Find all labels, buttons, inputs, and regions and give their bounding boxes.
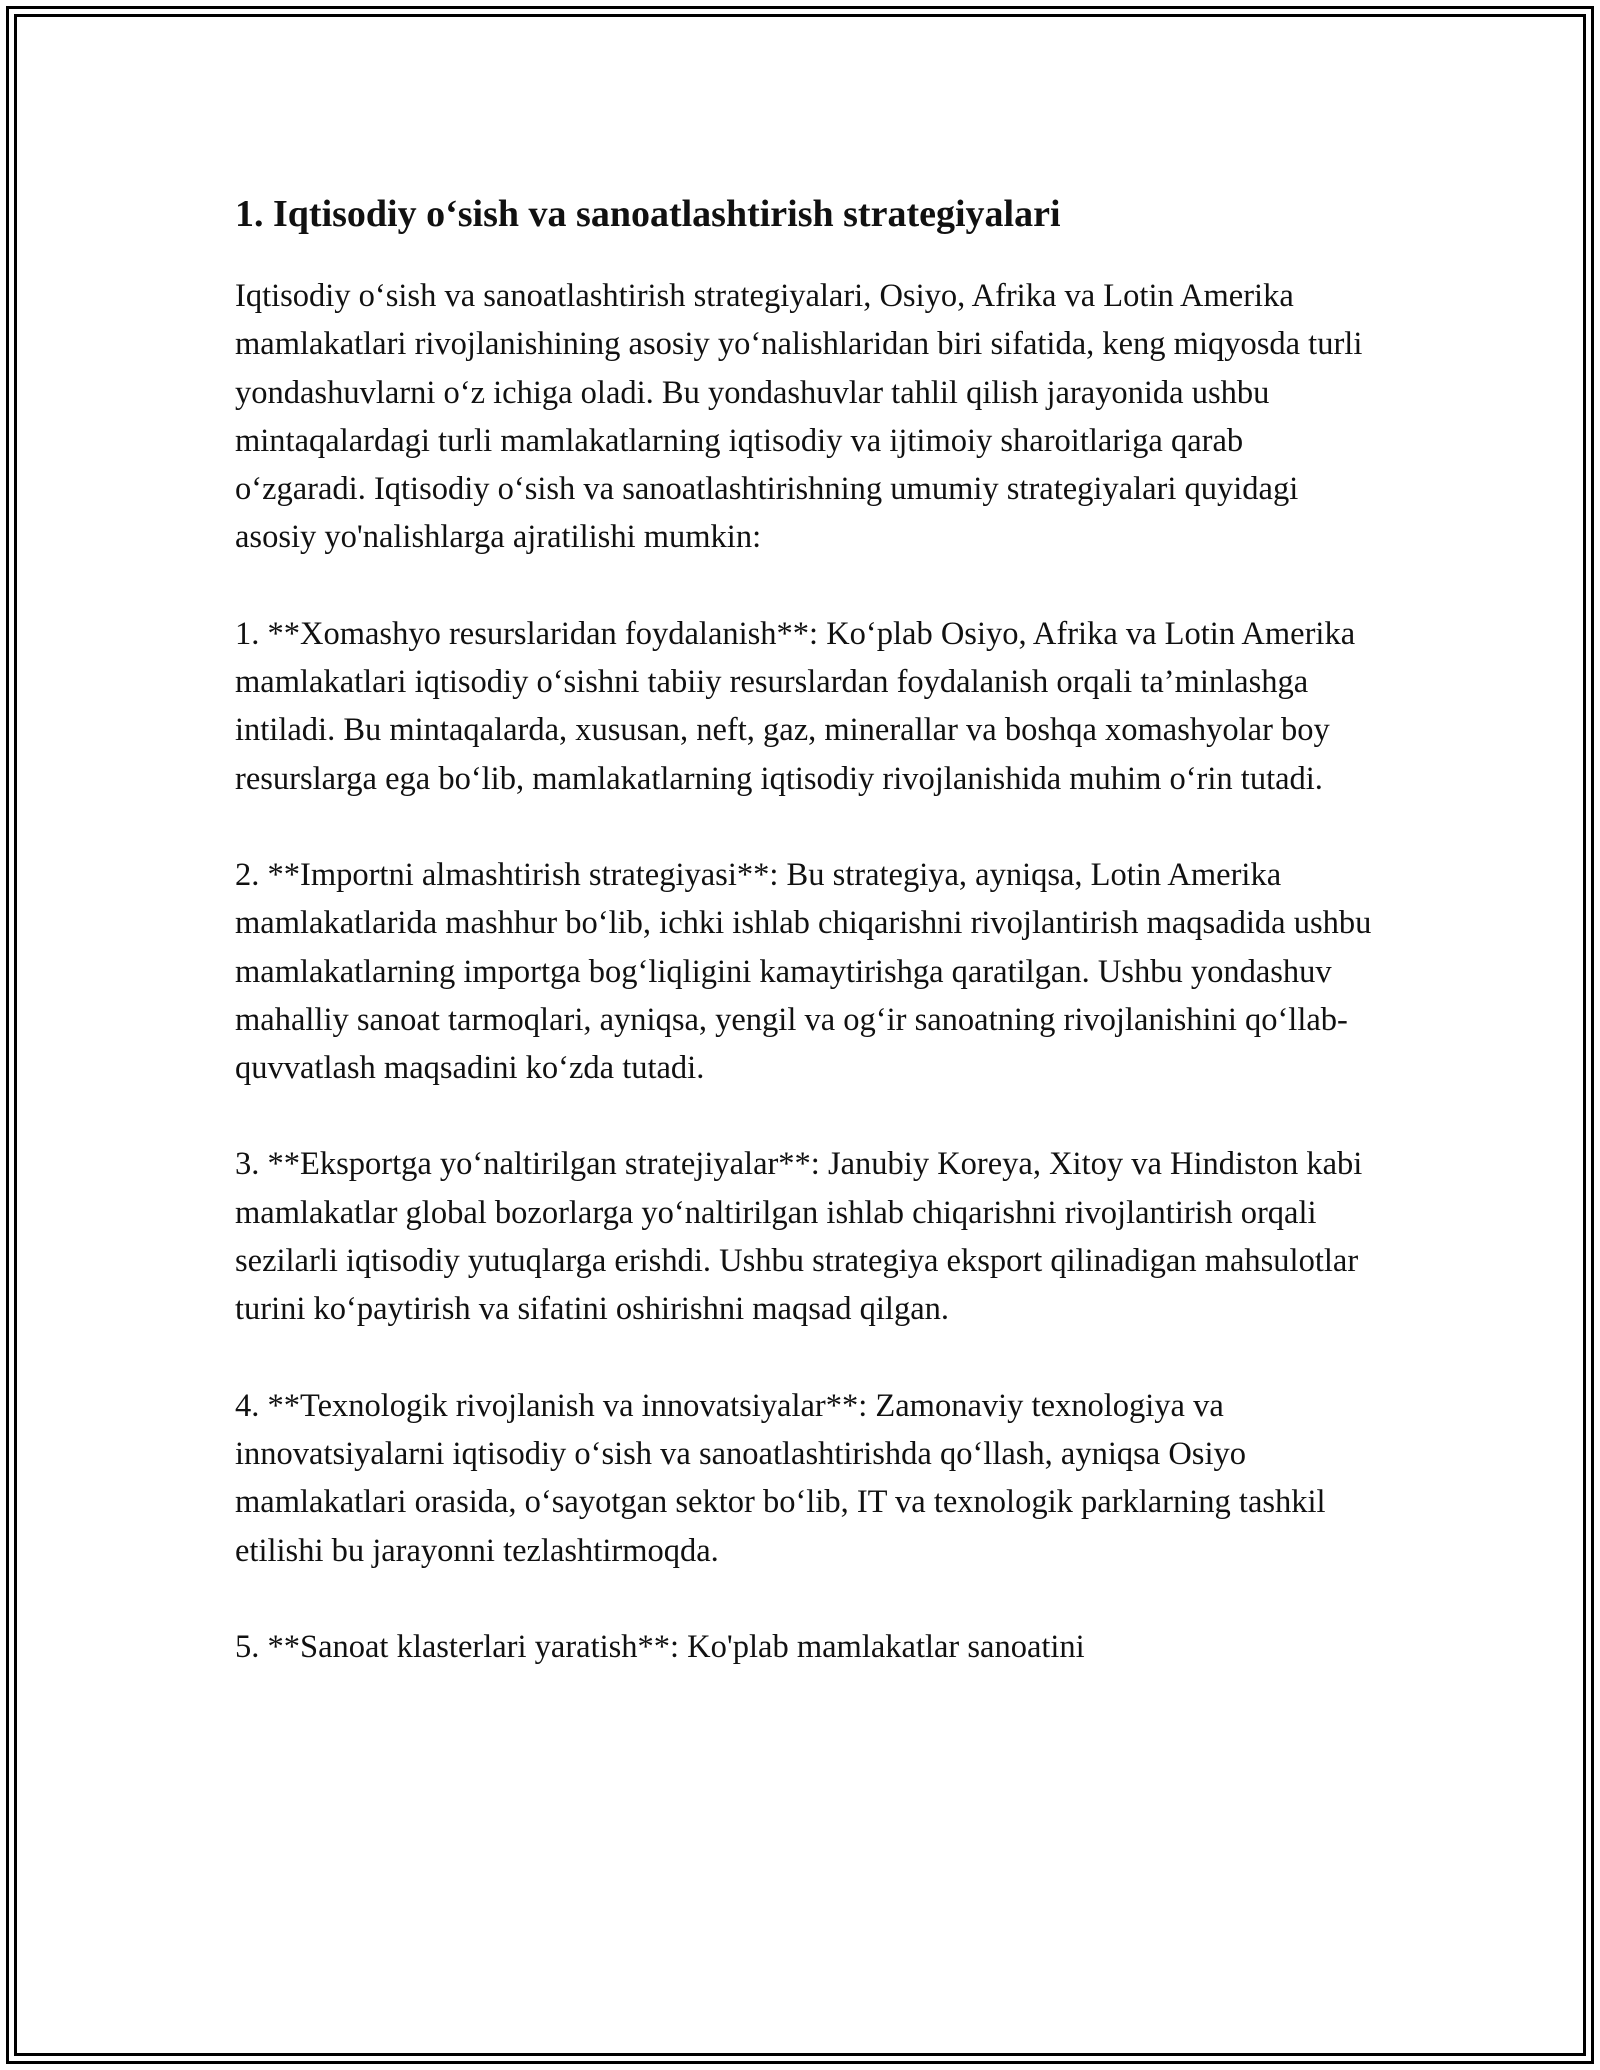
list-item-3: 3. **Eksportga yo‘naltirilgan stratejiyalar**: Janubiy Koreya, Xitoy va Hindiston kabi mamlakatlar global bozorlarga yo‘naltirilgan ishlab chiqarishni rivojlantirish orqali sezilarli iqtisodiy yutuqlarga erishdi. Ushbu strategiya eksport qilinadigan mahsulotlar turini ko‘paytirish va sifatini oshirishni maqsad qilgan. bbox=[235, 1146, 1363, 1328]
section-heading: 1. Iqtisodiy o‘sish va sanoatlashtirish strategiyalari bbox=[235, 193, 1061, 235]
list-item-1: 1. **Xomashyo resurslaridan foydalanish**: Ko‘plab Osiyo, Afrika va Lotin Amerika mamlakatlari iqtisodiy o‘sishni tabiiy resurslardan foydalanish orqali ta’minlashga intiladi. Bu mintaqalarda, xususan, neft, gaz, minerallar va boshqa xomashyolar boy resurslarga ega bo‘lib, mamlakatlarning iqtisodiy rivojlanishida muhim o‘rin tutadi. bbox=[235, 615, 1356, 797]
list-item-4: 4. **Texnologik rivojlanish va innovatsiyalar**: Zamonaviy texnologiya va innovatsiyalarni iqtisodiy o‘sish va sanoatlashtirishda qo‘llash, ayniqsa Osiyo mamlakatlari orasida, o‘sayotgan sektor bo‘lib, IT va texnologik parklarning tashkil etilishi bu jarayonni tezlashtirmoqda. bbox=[235, 1387, 1326, 1569]
list-item-5: 5. **Sanoat klasterlari yaratish**: Ko'plab mamlakatlar sanoatini bbox=[235, 1628, 1085, 1665]
document-body bbox=[235, 184, 1375, 1719]
intro-paragraph: Iqtisodiy o‘sish va sanoatlashtirish strategiyalari, Osiyo, Afrika va Lotin Amerika mamlakatlari rivojlanishining asosiy yo‘nalishlaridan biri sifatida, keng miqyosda turli yondashuvlarni o‘z ichiga oladi. Bu yondashuvlar tahlil qilish jarayonida ushbu mintaqalardagi turli mamlakatlarning iqtisodiy va ijtimoiy sharoitlariga qarab o‘zgaradi. Iqtisodiy o‘sish va sanoatlashtirishning umumiy strategiyalari quyidagi asosiy yo'nalishlarga ajratilishi mumkin: bbox=[235, 278, 1363, 556]
list-item-2: 2. **Importni almashtirish strategiyasi**: Bu strategiya, ayniqsa, Lotin Amerika mamlakatlarida mashhur bo‘lib, ichki ishlab chiqarishni rivojlantirish maqsadida ushbu mamlakatlarning importga bog‘liqligini kamaytirishga qaratilgan. Ushbu yondashuv mahalliy sanoat tarmoqlari, ayniqsa, yengil va og‘ir sanoatning rivojlanishini qo‘llab-quvvatlash maqsadini ko‘zda tutadi. bbox=[235, 856, 1372, 1087]
